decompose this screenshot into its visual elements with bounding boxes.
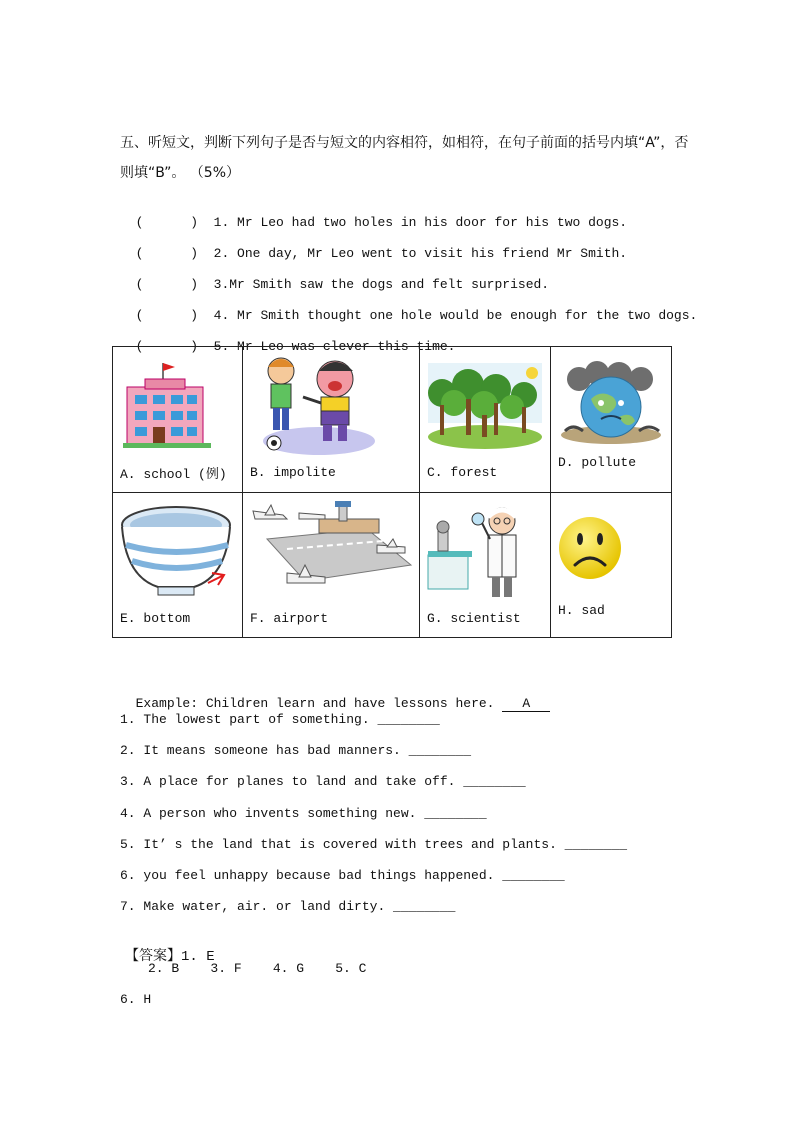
- impolite-kids-icon: [249, 353, 377, 457]
- matching-item[interactable]: 2. It means someone has bad manners. ________: [120, 743, 472, 758]
- cell-label: A. school (例): [120, 467, 227, 482]
- matching-item[interactable]: 7. Make water, air. or land dirty. ________: [120, 899, 456, 914]
- section-heading: [120, 133, 700, 183]
- grid-cell-d: [551, 347, 672, 493]
- polluted-earth-icon: [559, 361, 663, 445]
- example-line: [120, 681, 550, 712]
- example-text: Example: Children learn and have lessons here.: [135, 696, 495, 711]
- judgement-item: [120, 231, 627, 261]
- matching-item[interactable]: 3. A place for planes to land and take off. ________: [120, 774, 526, 789]
- cell-label: E. bottom: [120, 611, 191, 626]
- cell-label: G. scientist: [427, 611, 521, 626]
- picture-grid: [112, 346, 672, 638]
- answer-first: 1. E: [181, 949, 215, 965]
- cell-label: C. forest: [427, 465, 498, 480]
- answer-bracket[interactable]: ( ): [135, 246, 199, 261]
- school-building-icon: [123, 359, 215, 449]
- answer-line: [118, 929, 215, 965]
- matching-item[interactable]: 1. The lowest part of something. ________: [120, 712, 440, 727]
- matching-item[interactable]: 6. you feel unhappy because bad things happened. ________: [120, 868, 565, 883]
- answer-label: 【答案】: [125, 948, 181, 964]
- cell-label: B. impolite: [250, 465, 336, 480]
- scientist-icon: [426, 499, 542, 601]
- answer-second: 2. B 3. F 4. G 5. C: [148, 961, 367, 976]
- answer-bracket[interactable]: ( ): [135, 277, 199, 292]
- sad-face-icon: [557, 515, 623, 581]
- cell-label: H. sad: [558, 603, 605, 618]
- answer-bracket[interactable]: ( ): [135, 339, 199, 354]
- judgement-item: [120, 200, 627, 230]
- cell-label: F. airport: [250, 611, 329, 626]
- example-answer: A: [502, 696, 550, 712]
- judgement-item: [120, 293, 697, 323]
- section-heading-line2: 则填“B”。 （5%）: [120, 165, 241, 181]
- forest-trees-icon: [428, 363, 542, 449]
- judgement-text: 5. Mr Leo was clever this time.: [213, 339, 456, 354]
- grid-cell-f: [243, 493, 420, 638]
- matching-item[interactable]: 5. It’ s the land that is covered with trees and plants. ________: [120, 837, 628, 852]
- judgement-text: 2. One day, Mr Leo went to visit his friend Mr Smith.: [213, 246, 628, 261]
- cell-label: D. pollute: [558, 455, 637, 470]
- answer-third: 6. H: [120, 992, 152, 1007]
- grid-cell-g: [420, 493, 551, 638]
- judgement-text: 1. Mr Leo had two holes in his door for his two dogs.: [213, 215, 628, 230]
- bowl-bottom-icon: [118, 503, 236, 599]
- grid-cell-e: [113, 493, 243, 638]
- answer-bracket[interactable]: ( ): [135, 308, 199, 323]
- matching-item[interactable]: 4. A person who invents something new. ________: [120, 806, 487, 821]
- airport-planes-icon: [247, 501, 413, 601]
- grid-cell-b: [243, 347, 420, 493]
- section-heading-line1: 五、听短文，判断下列句子是否与短文的内容相符，如相符，在句子前面的括号内填“A”，否: [120, 135, 689, 151]
- grid-cell-a: [113, 347, 243, 493]
- grid-cell-c: [420, 347, 551, 493]
- answer-bracket[interactable]: ( ): [135, 215, 199, 230]
- judgement-text: 3.Mr Smith saw the dogs and felt surprised.: [213, 277, 550, 292]
- grid-cell-h: [551, 493, 672, 638]
- judgement-item: [120, 262, 549, 292]
- judgement-text: 4. Mr Smith thought one hole would be enough for the two dogs.: [213, 308, 698, 323]
